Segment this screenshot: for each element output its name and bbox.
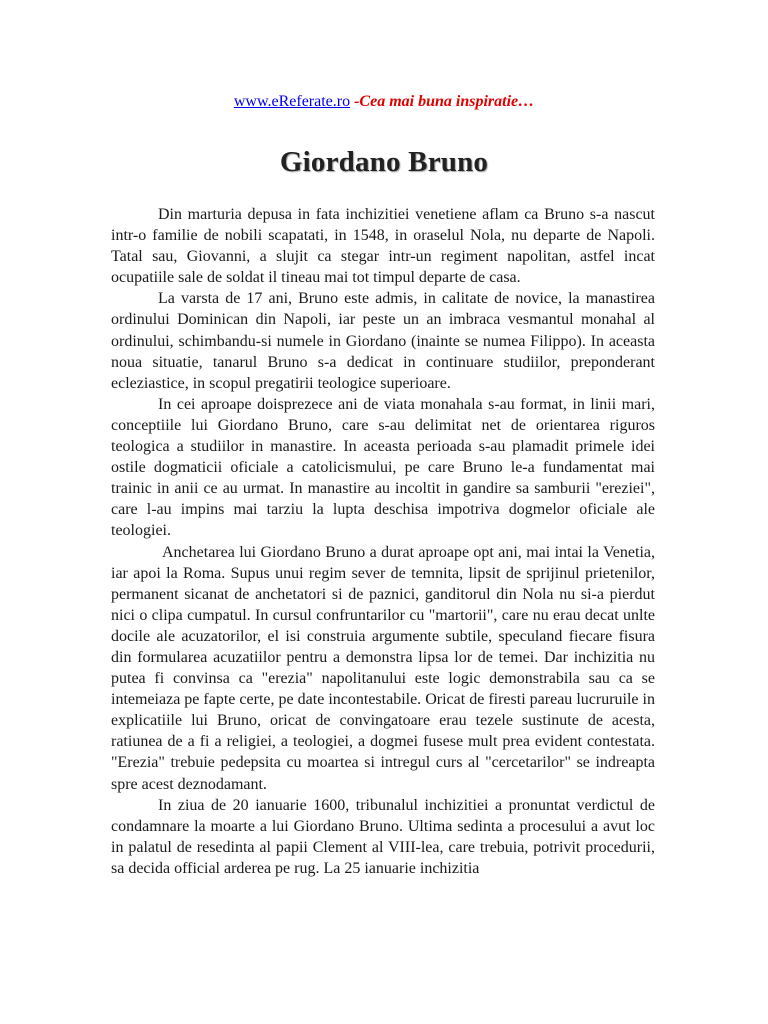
site-tagline: Cea mai buna inspiratie… [359, 93, 535, 110]
paragraph: In ziua de 20 ianuarie 1600, tribunalul inchizitiei a pronuntat verdictul de condamnare la moarte a lui Giordano Bruno. Ultima sedinta a procesului a avut loc in palatul de resedinta al papii Clement al VIII-lea, care trebuia, potrivit procedurii, sa decida official arderea pe rug. La 25 ianuarie inchizitia [111, 796, 655, 877]
paragraph: Din marturia depusa in fata inchizitiei venetiene aflam ca Bruno s-a nascut intr-o familie de nobili scapatati, in 1548, in oraselul Nola, nu departe de Napoli. Tatal sau, Giovanni, a slujit ca stegar intr-un regiment napolitan, astfel incat ocupatiile sale de soldat il tineau mai tot timpul departe de casa. [111, 206, 655, 287]
paragraph: Anchetarea lui Giordano Bruno a durat aproape opt ani, mai intai la Venetia, iar apoi la Roma. Supus unui regim sever de temnita, lipsit de sprijinul prietenilor, permanent sicanat de anchetatori si de paznici, ganditorul din Nola nu si-a pierdut nici o clipa cumpatul. In cursul confruntarilor cu "martorii", care nu erau decat unlte docile ale acuzatorilor, el isi construia argumente subtile, speculand fiecare fisura din formularea acuzatiilor pentru a demonstra lipsa lor de temei. Dar inchizitia nu putea fi convinsa ca "erezia" napolitanului este logic demonstrabila sau ca se intemeiaza pe fapte certe, pe date incontestabile. Oricat de firesti pareau lucruruile in explicatiile lui Bruno, oricat de convingatoare erau tezele sustinute de acesta, ratiunea de a fi a religiei, a teologiei, a dogmei fusese mult prea evident contestata. "Erezia" trebuie pedepsita cu moartea si intregul curs al "cercetarilor" se indreapta spre acest deznodamant. [111, 543, 655, 793]
page-title: Giordano Bruno [279, 146, 489, 178]
document-body [111, 204, 655, 879]
site-link[interactable]: www.eReferate.ro [233, 93, 351, 110]
paragraph: La varsta de 17 ani, Bruno este admis, in calitate de novice, la manastirea ordinului Dominican din Napoli, iar peste un an imbraca vesmantul monahal al ordinului, schimbandu-si numele in Giordano (inainte se numea Filippo). In aceasta noua situatie, tanarul Bruno s-a dedicat in continuare studiilor, preponderant ecleziastice, in scopul pregatirii teologice superioare. [111, 290, 655, 392]
paragraph: In cei aproape doisprezece ani de viata monahala s-au format, in linii mari, conceptiile lui Giordano Bruno, care s-au delimitat net de orientarea riguros teologica a studiilor in manastire. In aceasta perioada s-au plamadit primele idei ostile dogmaticii oficiale a catolicismului, pe care Bruno le-a fundamentat mai trainic in anii ce au urmat. In manastire au incoltit in gandire sa samburii "ereziei", care l-au impins mai tarziu la lupta deschisa impotriva dogmelor oficiale ale teologiei. [111, 395, 655, 540]
header-separator: - [350, 93, 360, 110]
site-header [0, 92, 768, 112]
